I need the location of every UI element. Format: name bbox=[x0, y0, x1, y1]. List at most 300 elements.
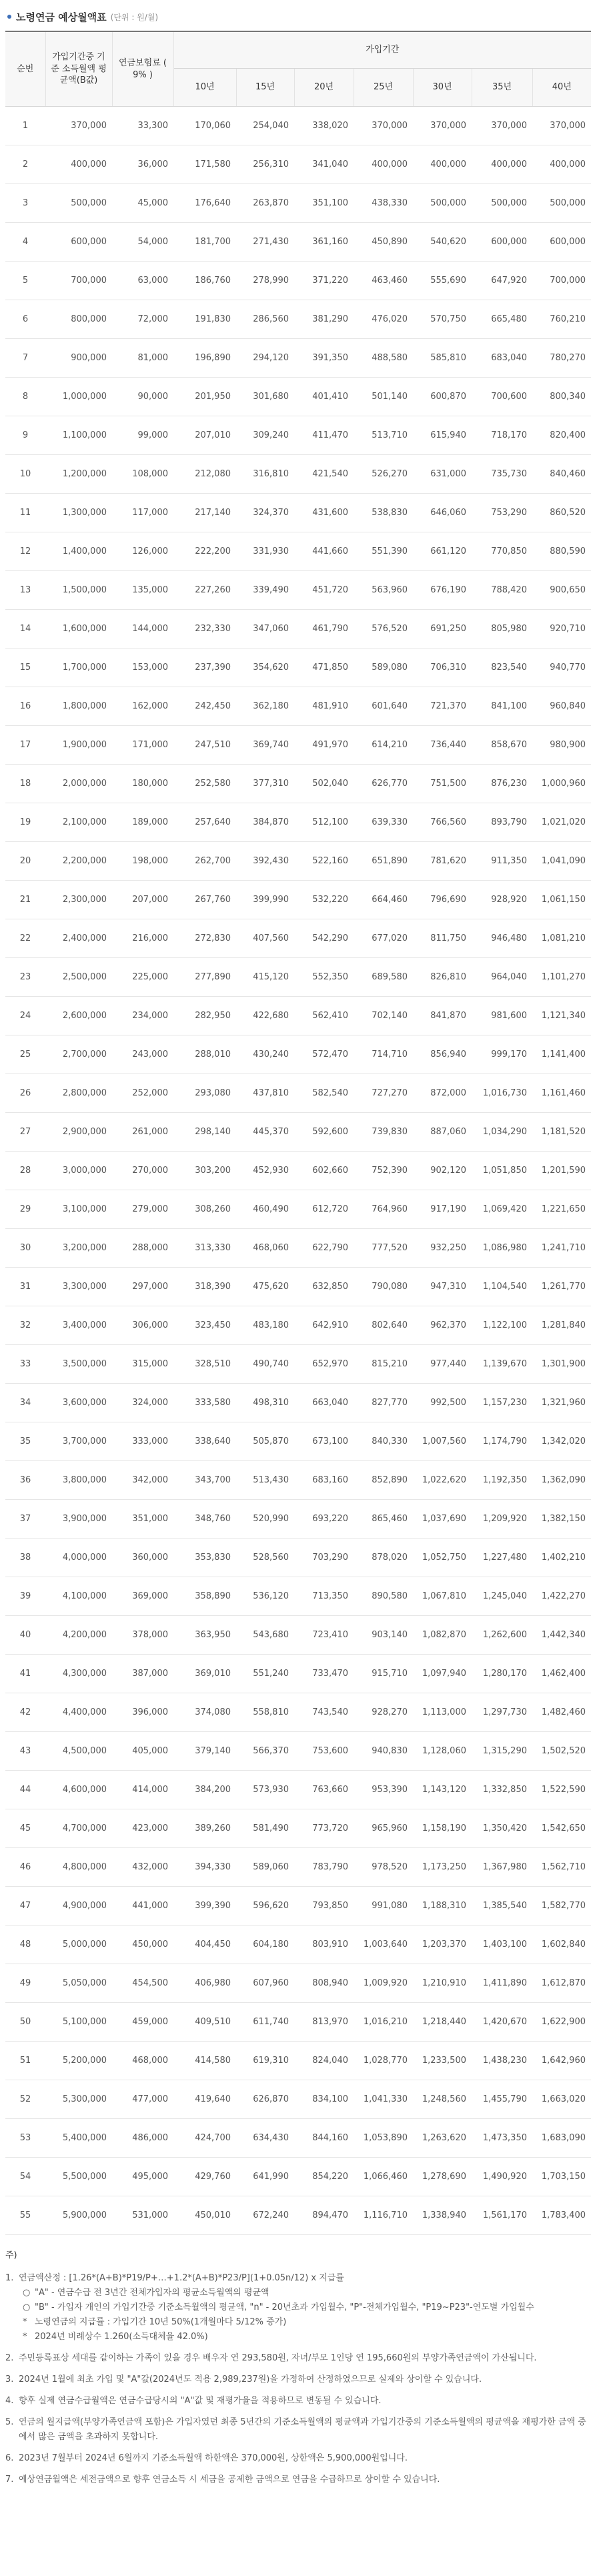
pension-40y-cell: 1,422,270 bbox=[532, 1577, 591, 1616]
pension-20y-cell: 753,600 bbox=[294, 1732, 354, 1771]
b-value-cell: 4,200,000 bbox=[45, 1616, 112, 1655]
table-row bbox=[5, 1539, 591, 1577]
table-row bbox=[5, 1461, 591, 1500]
pension-30y-cell: 1,007,560 bbox=[413, 1422, 472, 1461]
pension-15y-cell: 558,810 bbox=[236, 1693, 294, 1732]
premium-cell: 63,000 bbox=[112, 262, 173, 300]
pension-20y-cell: 622,790 bbox=[294, 1229, 354, 1268]
pension-15y-cell: 581,490 bbox=[236, 1809, 294, 1848]
pension-10y-cell: 333,580 bbox=[173, 1384, 236, 1422]
table-row bbox=[5, 649, 591, 687]
table-row bbox=[5, 571, 591, 610]
pension-35y-cell: 1,438,230 bbox=[472, 2042, 532, 2080]
pension-25y-cell: 1,066,460 bbox=[354, 2158, 413, 2196]
table-row bbox=[5, 300, 591, 339]
table-row bbox=[5, 494, 591, 532]
premium-cell: 468,000 bbox=[112, 2042, 173, 2080]
pension-20y-cell: 532,220 bbox=[294, 881, 354, 919]
pension-25y-cell: 488,580 bbox=[354, 339, 413, 378]
pension-25y-cell: 639,330 bbox=[354, 803, 413, 842]
table-row bbox=[5, 2042, 591, 2080]
pension-10y-cell: 429,760 bbox=[173, 2158, 236, 2196]
pension-40y-cell: 1,161,460 bbox=[532, 1074, 591, 1113]
b-value-cell: 3,100,000 bbox=[45, 1190, 112, 1229]
note-sub-item bbox=[19, 2300, 591, 2315]
seq-cell: 1 bbox=[5, 107, 45, 145]
pension-35y-cell: 1,051,850 bbox=[472, 1152, 532, 1190]
seq-cell: 4 bbox=[5, 223, 45, 262]
seq-cell: 17 bbox=[5, 726, 45, 765]
table-row bbox=[5, 803, 591, 842]
pension-30y-cell: 1,218,440 bbox=[413, 2003, 472, 2042]
pension-10y-cell: 170,060 bbox=[173, 107, 236, 145]
seq-cell: 51 bbox=[5, 2042, 45, 2080]
pension-35y-cell: 1,086,980 bbox=[472, 1229, 532, 1268]
premium-cell: 33,300 bbox=[112, 107, 173, 145]
b-value-cell: 5,900,000 bbox=[45, 2196, 112, 2235]
pension-30y-cell: 1,248,560 bbox=[413, 2080, 472, 2119]
b-value-cell: 3,800,000 bbox=[45, 1461, 112, 1500]
pension-20y-cell: 894,470 bbox=[294, 2196, 354, 2235]
pension-40y-cell: 1,582,770 bbox=[532, 1887, 591, 1925]
pension-35y-cell: 981,600 bbox=[472, 997, 532, 1035]
premium-cell: 72,000 bbox=[112, 300, 173, 339]
pension-30y-cell: 1,173,250 bbox=[413, 1848, 472, 1887]
pension-35y-cell: 1,122,100 bbox=[472, 1306, 532, 1345]
pension-30y-cell: 1,263,620 bbox=[413, 2119, 472, 2158]
note-sub-item bbox=[19, 2330, 591, 2344]
pension-30y-cell: 676,190 bbox=[413, 571, 472, 610]
pension-10y-cell: 394,330 bbox=[173, 1848, 236, 1887]
pension-40y-cell: 1,482,460 bbox=[532, 1693, 591, 1732]
pension-35y-cell: 1,455,790 bbox=[472, 2080, 532, 2119]
premium-cell: 414,000 bbox=[112, 1771, 173, 1809]
pension-35y-cell: 788,420 bbox=[472, 571, 532, 610]
table-row bbox=[5, 1152, 591, 1190]
pension-30y-cell: 826,810 bbox=[413, 958, 472, 997]
pension-10y-cell: 288,010 bbox=[173, 1035, 236, 1074]
premium-cell: 180,000 bbox=[112, 765, 173, 803]
b-value-cell: 3,200,000 bbox=[45, 1229, 112, 1268]
pension-40y-cell: 900,650 bbox=[532, 571, 591, 610]
pension-35y-cell: 770,850 bbox=[472, 532, 532, 571]
pension-35y-cell: 700,600 bbox=[472, 378, 532, 416]
premium-cell: 288,000 bbox=[112, 1229, 173, 1268]
pension-40y-cell: 600,000 bbox=[532, 223, 591, 262]
premium-cell: 270,000 bbox=[112, 1152, 173, 1190]
pension-15y-cell: 254,040 bbox=[236, 107, 294, 145]
seq-cell: 43 bbox=[5, 1732, 45, 1771]
note-sub-text: 2024년 비례상수 1.260(소득대체율 42.0%) bbox=[35, 2332, 208, 2342]
pension-25y-cell: 752,390 bbox=[354, 1152, 413, 1190]
pension-40y-cell: 400,000 bbox=[532, 145, 591, 184]
pension-15y-cell: 607,960 bbox=[236, 1964, 294, 2003]
pension-20y-cell: 602,660 bbox=[294, 1152, 354, 1190]
pension-25y-cell: 589,080 bbox=[354, 649, 413, 687]
pension-35y-cell: 841,100 bbox=[472, 687, 532, 726]
pension-20y-cell: 808,940 bbox=[294, 1964, 354, 2003]
round-bullet-icon bbox=[7, 15, 11, 19]
pension-10y-cell: 298,140 bbox=[173, 1113, 236, 1152]
pension-25y-cell: 1,016,210 bbox=[354, 2003, 413, 2042]
pension-40y-cell: 1,462,400 bbox=[532, 1655, 591, 1693]
pension-10y-cell: 389,260 bbox=[173, 1809, 236, 1848]
table-row bbox=[5, 1771, 591, 1809]
pension-35y-cell: 876,230 bbox=[472, 765, 532, 803]
b-value-cell: 4,600,000 bbox=[45, 1771, 112, 1809]
pension-40y-cell: 1,382,150 bbox=[532, 1500, 591, 1539]
pension-35y-cell: 1,385,540 bbox=[472, 1887, 532, 1925]
pension-10y-cell: 267,760 bbox=[173, 881, 236, 919]
pension-35y-cell: 1,473,350 bbox=[472, 2119, 532, 2158]
b-value-cell: 3,700,000 bbox=[45, 1422, 112, 1461]
pension-20y-cell: 612,720 bbox=[294, 1190, 354, 1229]
pension-25y-cell: 852,890 bbox=[354, 1461, 413, 1500]
table-row bbox=[5, 184, 591, 223]
pension-40y-cell: 920,710 bbox=[532, 610, 591, 649]
pension-20y-cell: 461,790 bbox=[294, 610, 354, 649]
pension-15y-cell: 362,180 bbox=[236, 687, 294, 726]
pension-15y-cell: 301,680 bbox=[236, 378, 294, 416]
table-row bbox=[5, 1964, 591, 2003]
pension-10y-cell: 308,260 bbox=[173, 1190, 236, 1229]
pension-15y-cell: 324,370 bbox=[236, 494, 294, 532]
table-row bbox=[5, 262, 591, 300]
pension-15y-cell: 278,990 bbox=[236, 262, 294, 300]
premium-cell: 81,000 bbox=[112, 339, 173, 378]
b-value-cell: 3,300,000 bbox=[45, 1268, 112, 1306]
table-row bbox=[5, 455, 591, 494]
premium-cell: 450,000 bbox=[112, 1925, 173, 1964]
pension-35y-cell: 1,490,920 bbox=[472, 2158, 532, 2196]
pension-20y-cell: 562,410 bbox=[294, 997, 354, 1035]
pension-10y-cell: 212,080 bbox=[173, 455, 236, 494]
pension-30y-cell: 1,022,620 bbox=[413, 1461, 472, 1500]
period-15y-header: 15년 bbox=[236, 69, 294, 107]
b-value-cell: 1,600,000 bbox=[45, 610, 112, 649]
pension-25y-cell: 1,028,770 bbox=[354, 2042, 413, 2080]
pension-25y-cell: 450,890 bbox=[354, 223, 413, 262]
premium-cell: 216,000 bbox=[112, 919, 173, 958]
b-value-cell: 600,000 bbox=[45, 223, 112, 262]
period-20y-header: 20년 bbox=[294, 69, 354, 107]
pension-20y-cell: 663,040 bbox=[294, 1384, 354, 1422]
table-row bbox=[5, 223, 591, 262]
pension-25y-cell: 714,710 bbox=[354, 1035, 413, 1074]
pension-25y-cell: 1,041,330 bbox=[354, 2080, 413, 2119]
table-row bbox=[5, 1384, 591, 1422]
pension-35y-cell: 1,262,600 bbox=[472, 1616, 532, 1655]
premium-cell: 351,000 bbox=[112, 1500, 173, 1539]
b-value-cell: 5,100,000 bbox=[45, 2003, 112, 2042]
pension-30y-cell: 781,620 bbox=[413, 842, 472, 881]
asterisk-mark-icon: * bbox=[23, 2317, 27, 2327]
b-value-cell: 2,100,000 bbox=[45, 803, 112, 842]
pension-10y-cell: 252,580 bbox=[173, 765, 236, 803]
pension-40y-cell: 820,400 bbox=[532, 416, 591, 455]
pension-40y-cell: 1,522,590 bbox=[532, 1771, 591, 1809]
pension-15y-cell: 490,740 bbox=[236, 1345, 294, 1384]
premium-cell: 360,000 bbox=[112, 1539, 173, 1577]
period-35y-header: 35년 bbox=[472, 69, 532, 107]
pension-15y-cell: 339,490 bbox=[236, 571, 294, 610]
pension-15y-cell: 415,120 bbox=[236, 958, 294, 997]
pension-15y-cell: 331,930 bbox=[236, 532, 294, 571]
pension-20y-cell: 693,220 bbox=[294, 1500, 354, 1539]
seq-cell: 32 bbox=[5, 1306, 45, 1345]
pension-20y-cell: 844,160 bbox=[294, 2119, 354, 2158]
seq-header: 순번 bbox=[5, 31, 45, 107]
pension-15y-cell: 551,240 bbox=[236, 1655, 294, 1693]
note-sub-item bbox=[19, 2315, 591, 2330]
b-value-cell: 2,200,000 bbox=[45, 842, 112, 881]
pension-20y-cell: 491,970 bbox=[294, 726, 354, 765]
pension-estimate-table bbox=[5, 31, 591, 2235]
table-row bbox=[5, 958, 591, 997]
pension-35y-cell: 1,280,170 bbox=[472, 1655, 532, 1693]
pension-10y-cell: 272,830 bbox=[173, 919, 236, 958]
pension-25y-cell: 840,330 bbox=[354, 1422, 413, 1461]
b-value-cell: 4,900,000 bbox=[45, 1887, 112, 1925]
b-value-cell: 3,400,000 bbox=[45, 1306, 112, 1345]
note-sub-text: 노령연금의 지급률 : 가입기간 10년 50%(1개월마다 5/12% 증가) bbox=[35, 2317, 287, 2327]
pension-15y-cell: 399,990 bbox=[236, 881, 294, 919]
seq-cell: 19 bbox=[5, 803, 45, 842]
pension-10y-cell: 257,640 bbox=[173, 803, 236, 842]
b-value-cell: 5,400,000 bbox=[45, 2119, 112, 2158]
pension-40y-cell: 1,000,960 bbox=[532, 765, 591, 803]
premium-cell: 243,000 bbox=[112, 1035, 173, 1074]
table-row bbox=[5, 1035, 591, 1074]
pension-40y-cell: 1,021,020 bbox=[532, 803, 591, 842]
pension-10y-cell: 379,140 bbox=[173, 1732, 236, 1771]
seq-cell: 16 bbox=[5, 687, 45, 726]
pension-25y-cell: 953,390 bbox=[354, 1771, 413, 1809]
circle-mark-icon: ○ bbox=[23, 2302, 31, 2312]
pension-40y-cell: 1,041,090 bbox=[532, 842, 591, 881]
pension-30y-cell: 856,940 bbox=[413, 1035, 472, 1074]
pension-10y-cell: 323,450 bbox=[173, 1306, 236, 1345]
pension-25y-cell: 777,520 bbox=[354, 1229, 413, 1268]
seq-cell: 5 bbox=[5, 262, 45, 300]
table-row bbox=[5, 145, 591, 184]
pension-25y-cell: 991,080 bbox=[354, 1887, 413, 1925]
pension-35y-cell: 1,315,290 bbox=[472, 1732, 532, 1771]
pension-15y-cell: 316,810 bbox=[236, 455, 294, 494]
note-text: 연금의 월지급액(부양가족연금액 포함)은 가입자였던 최종 5년간의 기준소득월액의 평균액과 가입기간중의 기준소득월액의 평균액을 재평가한 금액 중에서 많은 금액을 초과하지 못합니다. bbox=[19, 2417, 586, 2442]
seq-cell: 34 bbox=[5, 1384, 45, 1422]
pension-15y-cell: 392,430 bbox=[236, 842, 294, 881]
pension-35y-cell: 1,174,790 bbox=[472, 1422, 532, 1461]
pension-30y-cell: 796,690 bbox=[413, 881, 472, 919]
premium-cell: 477,000 bbox=[112, 2080, 173, 2119]
table-row bbox=[5, 1809, 591, 1848]
table-row bbox=[5, 687, 591, 726]
note-text: 향후 실제 연금수급월액은 연금수급당시의 "A"값 및 재평가율을 적용하므로 변동될 수 있습니다. bbox=[19, 2396, 382, 2406]
pension-30y-cell: 1,188,310 bbox=[413, 1887, 472, 1925]
pension-30y-cell: 555,690 bbox=[413, 262, 472, 300]
pension-35y-cell: 1,367,980 bbox=[472, 1848, 532, 1887]
table-row bbox=[5, 339, 591, 378]
b-value-cell: 4,300,000 bbox=[45, 1655, 112, 1693]
pension-35y-cell: 1,297,730 bbox=[472, 1693, 532, 1732]
pension-30y-cell: 766,560 bbox=[413, 803, 472, 842]
b-value-cell: 2,400,000 bbox=[45, 919, 112, 958]
seq-cell: 12 bbox=[5, 532, 45, 571]
b-value-cell: 5,200,000 bbox=[45, 2042, 112, 2080]
pension-10y-cell: 384,200 bbox=[173, 1771, 236, 1809]
pension-30y-cell: 370,000 bbox=[413, 107, 472, 145]
pension-15y-cell: 596,620 bbox=[236, 1887, 294, 1925]
pension-10y-cell: 293,080 bbox=[173, 1074, 236, 1113]
seq-cell: 26 bbox=[5, 1074, 45, 1113]
pension-35y-cell: 1,139,670 bbox=[472, 1345, 532, 1384]
pension-15y-cell: 604,180 bbox=[236, 1925, 294, 1964]
pension-15y-cell: 263,870 bbox=[236, 184, 294, 223]
pension-10y-cell: 328,510 bbox=[173, 1345, 236, 1384]
pension-15y-cell: 460,490 bbox=[236, 1190, 294, 1229]
pension-25y-cell: 551,390 bbox=[354, 532, 413, 571]
note-number: 1. bbox=[5, 2273, 14, 2283]
pension-40y-cell: 960,840 bbox=[532, 687, 591, 726]
note-item-6 bbox=[5, 2451, 591, 2466]
pension-30y-cell: 1,203,370 bbox=[413, 1925, 472, 1964]
pension-15y-cell: 528,560 bbox=[236, 1539, 294, 1577]
seq-cell: 40 bbox=[5, 1616, 45, 1655]
pension-10y-cell: 404,450 bbox=[173, 1925, 236, 1964]
note-number: 5. bbox=[5, 2417, 14, 2427]
seq-cell: 35 bbox=[5, 1422, 45, 1461]
seq-cell: 41 bbox=[5, 1655, 45, 1693]
b-value-cell: 4,400,000 bbox=[45, 1693, 112, 1732]
pension-35y-cell: 665,480 bbox=[472, 300, 532, 339]
pension-30y-cell: 751,500 bbox=[413, 765, 472, 803]
premium-cell: 198,000 bbox=[112, 842, 173, 881]
seq-cell: 9 bbox=[5, 416, 45, 455]
pension-35y-cell: 1,034,290 bbox=[472, 1113, 532, 1152]
seq-cell: 53 bbox=[5, 2119, 45, 2158]
pension-35y-cell: 1,245,040 bbox=[472, 1577, 532, 1616]
pension-40y-cell: 1,101,270 bbox=[532, 958, 591, 997]
b-value-cell: 1,000,000 bbox=[45, 378, 112, 416]
pension-40y-cell: 500,000 bbox=[532, 184, 591, 223]
pension-20y-cell: 542,290 bbox=[294, 919, 354, 958]
pension-15y-cell: 294,120 bbox=[236, 339, 294, 378]
pension-20y-cell: 552,350 bbox=[294, 958, 354, 997]
pension-30y-cell: 1,113,000 bbox=[413, 1693, 472, 1732]
table-row bbox=[5, 378, 591, 416]
pension-35y-cell: 647,920 bbox=[472, 262, 532, 300]
pension-10y-cell: 450,010 bbox=[173, 2196, 236, 2235]
pension-25y-cell: 978,520 bbox=[354, 1848, 413, 1887]
pension-30y-cell: 1,233,500 bbox=[413, 2042, 472, 2080]
b-value-cell: 4,000,000 bbox=[45, 1539, 112, 1577]
b-value-cell: 4,800,000 bbox=[45, 1848, 112, 1887]
seq-cell: 49 bbox=[5, 1964, 45, 2003]
pension-10y-cell: 176,640 bbox=[173, 184, 236, 223]
note-number: 6. bbox=[5, 2453, 14, 2463]
pension-35y-cell: 911,350 bbox=[472, 842, 532, 881]
pension-15y-cell: 430,240 bbox=[236, 1035, 294, 1074]
seq-cell: 27 bbox=[5, 1113, 45, 1152]
b-value-cell: 4,700,000 bbox=[45, 1809, 112, 1848]
table-row bbox=[5, 726, 591, 765]
table-row bbox=[5, 1887, 591, 1925]
pension-10y-cell: 369,010 bbox=[173, 1655, 236, 1693]
note-text: 예상연금월액은 세전금액으로 향후 연금소득 시 세금을 공제한 금액으로 연금을 수급하므로 상이할 수 있습니다. bbox=[19, 2475, 440, 2485]
seq-cell: 28 bbox=[5, 1152, 45, 1190]
pension-20y-cell: 441,660 bbox=[294, 532, 354, 571]
note-text: 주민등록표상 세대를 같이하는 가족이 있을 경우 배우자 연 293,580원, 자녀/부모 1인당 연 195,660원의 부양가족연금액이 가산됩니다. bbox=[19, 2353, 537, 2363]
seq-cell: 39 bbox=[5, 1577, 45, 1616]
period-10y-header: 10년 bbox=[173, 69, 236, 107]
seq-cell: 24 bbox=[5, 997, 45, 1035]
pension-15y-cell: 626,870 bbox=[236, 2080, 294, 2119]
pension-20y-cell: 813,970 bbox=[294, 2003, 354, 2042]
table-row bbox=[5, 532, 591, 571]
pension-20y-cell: 703,290 bbox=[294, 1539, 354, 1577]
pension-15y-cell: 536,120 bbox=[236, 1577, 294, 1616]
b-value-cell: 1,200,000 bbox=[45, 455, 112, 494]
b-value-cell: 1,700,000 bbox=[45, 649, 112, 687]
pension-10y-cell: 181,700 bbox=[173, 223, 236, 262]
pension-35y-cell: 400,000 bbox=[472, 145, 532, 184]
seq-cell: 50 bbox=[5, 2003, 45, 2042]
seq-cell: 52 bbox=[5, 2080, 45, 2119]
note-item-5 bbox=[5, 2415, 591, 2445]
pension-25y-cell: 463,460 bbox=[354, 262, 413, 300]
pension-40y-cell: 1,221,650 bbox=[532, 1190, 591, 1229]
b-value-cell: 700,000 bbox=[45, 262, 112, 300]
b-value-cell: 1,500,000 bbox=[45, 571, 112, 610]
b-value-cell: 3,000,000 bbox=[45, 1152, 112, 1190]
pension-40y-cell: 1,342,020 bbox=[532, 1422, 591, 1461]
pension-10y-cell: 207,010 bbox=[173, 416, 236, 455]
pension-20y-cell: 763,660 bbox=[294, 1771, 354, 1809]
pension-30y-cell: 887,060 bbox=[413, 1113, 472, 1152]
pension-40y-cell: 880,590 bbox=[532, 532, 591, 571]
table-row bbox=[5, 1190, 591, 1229]
seq-cell: 10 bbox=[5, 455, 45, 494]
pension-35y-cell: 370,000 bbox=[472, 107, 532, 145]
pension-10y-cell: 343,700 bbox=[173, 1461, 236, 1500]
pension-40y-cell: 1,663,020 bbox=[532, 2080, 591, 2119]
table-row bbox=[5, 1693, 591, 1732]
pension-25y-cell: 526,270 bbox=[354, 455, 413, 494]
pension-35y-cell: 1,332,850 bbox=[472, 1771, 532, 1809]
pension-20y-cell: 522,160 bbox=[294, 842, 354, 881]
period-30y-header: 30년 bbox=[413, 69, 472, 107]
premium-cell: 189,000 bbox=[112, 803, 173, 842]
table-row bbox=[5, 2158, 591, 2196]
pension-20y-cell: 773,720 bbox=[294, 1809, 354, 1848]
seq-cell: 46 bbox=[5, 1848, 45, 1887]
pension-40y-cell: 840,460 bbox=[532, 455, 591, 494]
pension-20y-cell: 854,220 bbox=[294, 2158, 354, 2196]
pension-10y-cell: 348,760 bbox=[173, 1500, 236, 1539]
b-value-cell: 1,300,000 bbox=[45, 494, 112, 532]
pension-25y-cell: 576,520 bbox=[354, 610, 413, 649]
pension-30y-cell: 1,128,060 bbox=[413, 1732, 472, 1771]
pension-15y-cell: 369,740 bbox=[236, 726, 294, 765]
pension-30y-cell: 1,052,750 bbox=[413, 1539, 472, 1577]
pension-20y-cell: 371,220 bbox=[294, 262, 354, 300]
pension-20y-cell: 572,470 bbox=[294, 1035, 354, 1074]
pension-15y-cell: 672,240 bbox=[236, 2196, 294, 2235]
pension-40y-cell: 1,081,210 bbox=[532, 919, 591, 958]
table-row bbox=[5, 107, 591, 145]
pension-15y-cell: 634,430 bbox=[236, 2119, 294, 2158]
